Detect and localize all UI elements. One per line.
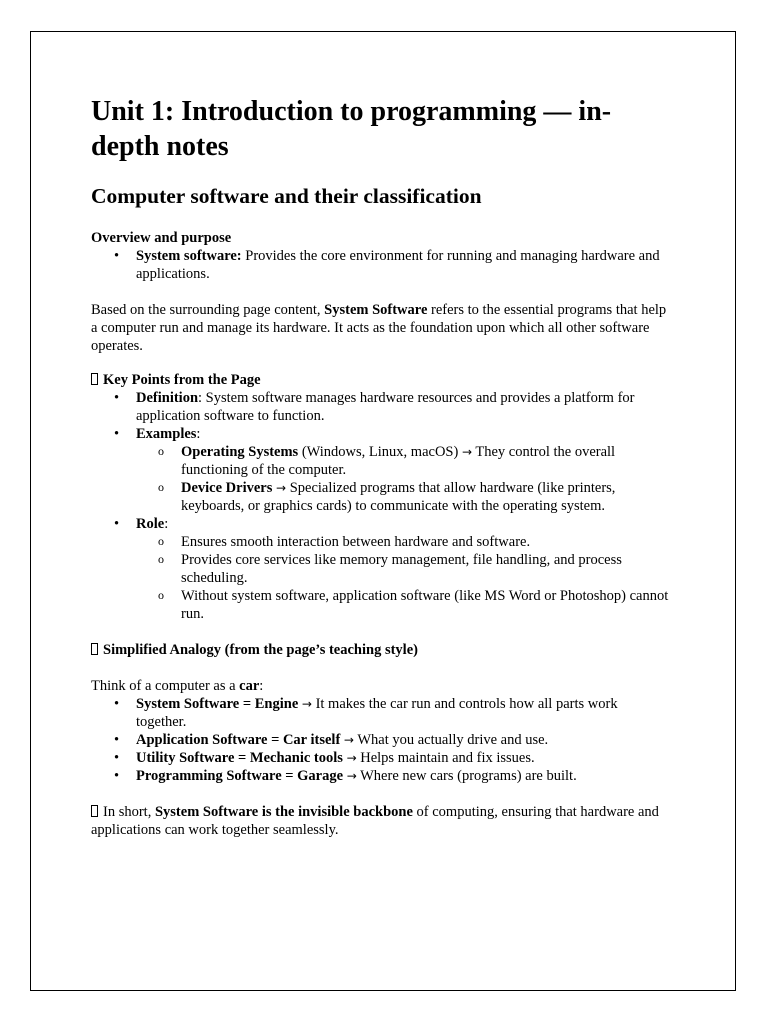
section-heading: Computer software and their classification [91,184,482,208]
bullet-icon: • [114,696,120,712]
sublist-item: o Provides core services like memory management, file handling, and process scheduling. [158,552,622,586]
sublist-item: o Operating Systems (Windows, Linux, macOS) → They control the overall functioning of the computer. [158,444,616,478]
analogy-intro: Think of a computer as a car: [91,678,264,694]
missing-glyph-icon [91,805,98,817]
right-arrow-icon: → [301,697,312,711]
sub-bullet-icon: o [158,444,164,458]
document-body [91,94,671,839]
right-arrow-icon: → [276,481,287,495]
overview-list [91,247,671,283]
bullet-icon: • [114,750,120,766]
right-arrow-icon: → [346,751,357,765]
list-item: • Utility Software = Mechanic tools → Helps maintain and fix issues. [114,750,535,766]
sub-bullet-icon: o [158,534,164,548]
bullet-icon: • [114,732,120,748]
key-points-heading: Key Points from the Page [91,371,671,389]
key-points-list [91,389,671,623]
sublist-item: o Without system software, application software (like MS Word or Photoshop) cannot run. [158,588,669,622]
missing-glyph-icon [91,643,98,655]
analogy-heading: Simplified Analogy (from the page’s teaching style) [91,641,671,659]
sub-bullet-icon: o [158,552,164,566]
intro-paragraph: Based on the surrounding page content, System Software refers to the essential programs that help a computer run and manage its hardware. It acts as the foundation upon which all other software operates. [91,302,667,354]
right-arrow-icon: → [346,769,357,783]
examples-sublist [136,443,671,515]
overview-heading: Overview and purpose [91,230,232,246]
right-arrow-icon: → [343,733,354,747]
list-item: • Application Software = Car itself → What you actually drive and use. [114,732,549,748]
page-frame [30,31,736,991]
list-item: • System software: Provides the core environment for running and managing hardware and applications. [114,248,660,282]
sub-bullet-icon: o [158,588,164,602]
list-item: • Role: o Ensures smooth interaction between hardware and software. o Provides core services like memory management, file handling, and process scheduling. o Without system software, application software (like MS Word or Photoshop) cannot run. [91,515,671,623]
bullet-icon: • [114,390,120,406]
missing-glyph-icon [91,373,98,385]
list-item: • Examples: o Operating Systems (Windows, Linux, macOS) → They control the overall functioning of the computer. o Device Drivers → Specialized programs that allow hardware (like printers, keyboards, or graphics cards) to communicate with the operating system. [91,425,671,515]
list-item: • System Software = Engine → It makes the car run and controls how all parts work together. [114,696,618,730]
sublist-item: o Device Drivers → Specialized programs that allow hardware (like printers, keyboards, or graphics cards) to communicate with the operating system. [158,480,616,514]
sublist-item: o Ensures smooth interaction between hardware and software. [158,534,531,550]
right-arrow-icon: → [461,445,473,459]
sub-bullet-icon: o [158,480,164,494]
document-title: Unit 1: Introduction to programming — in-depth notes [91,96,612,162]
bullet-icon: • [114,516,120,532]
summary-paragraph: In short, System Software is the invisible backbone of computing, ensuring that hardware and applications can work together seamlessly. [91,804,659,838]
bullet-icon: • [114,768,120,784]
analogy-list [91,695,671,785]
list-item: • Programming Software = Garage → Where new cars (programs) are built. [114,768,577,784]
list-item: • Definition: System software manages hardware resources and provides a platform for application software to function. [114,390,635,424]
role-sublist [136,533,671,623]
bullet-icon: • [114,248,120,264]
bullet-icon: • [114,426,120,442]
